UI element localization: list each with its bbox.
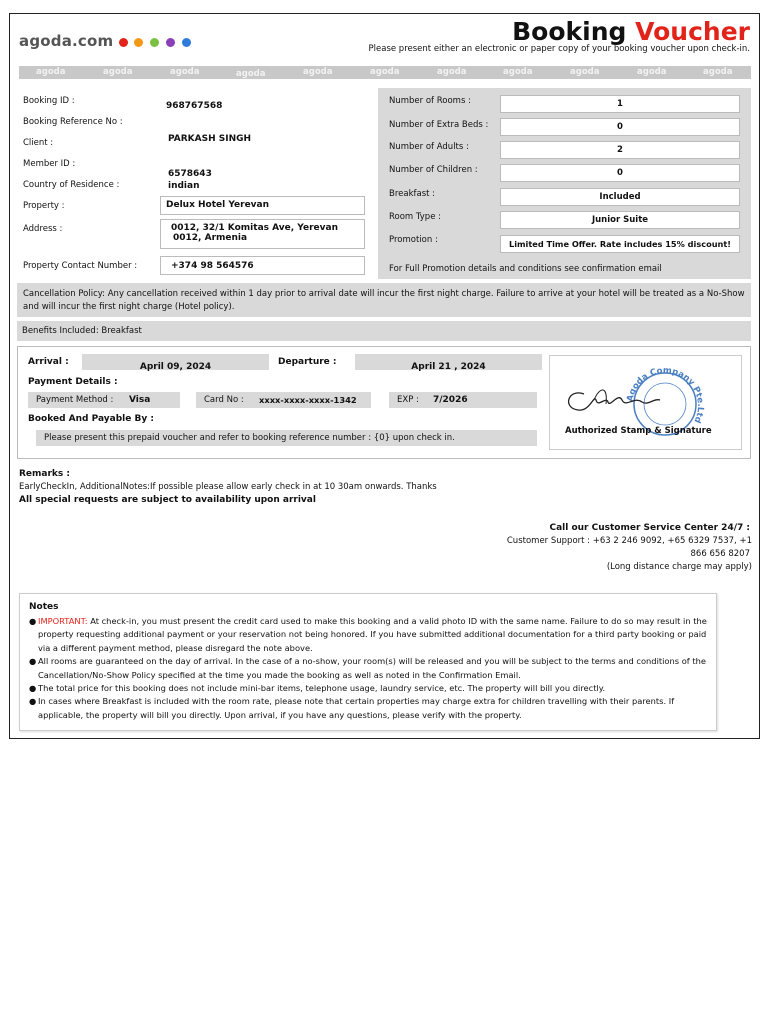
bullet-icon: ●	[29, 656, 37, 667]
stamp-caption: Authorized Stamp & Signature	[565, 426, 712, 436]
member-id-label: Member ID :	[23, 159, 76, 169]
departure-label: Departure :	[278, 357, 337, 367]
voucher-note: Please present this prepaid voucher and refer to booking reference number : {0} upon check in.	[44, 433, 455, 443]
note-text: In cases where Breakfast is included with the room rate, please note that certain properties may charge extra for children travelling with their parents. If applicable, the property will bill you directly. Upon arrival, if you have any questions, please verify with the property.	[38, 696, 675, 720]
contact-box	[160, 256, 365, 275]
booked-by-label: Booked And Payable By :	[28, 414, 154, 424]
room-type-label: Room Type :	[389, 212, 441, 222]
band-text: agoda	[437, 67, 467, 77]
benefits-text: Benefits Included: Breakfast	[22, 326, 142, 336]
contact-label: Property Contact Number :	[23, 261, 138, 271]
property-label: Property :	[23, 201, 65, 211]
breakfast-value: Included	[500, 188, 740, 206]
band-text: agoda	[103, 67, 133, 77]
country-label: Country of Residence :	[23, 180, 120, 190]
booking-ref-label: Booking Reference No :	[23, 117, 123, 127]
logo-dot-purple	[166, 38, 175, 47]
room-type-value: Junior Suite	[500, 211, 740, 229]
band-text: agoda	[303, 67, 333, 77]
band-text: agoda	[637, 67, 667, 77]
remarks-title: Remarks :	[19, 469, 70, 479]
extra-beds-label: Number of Extra Beds :	[389, 120, 489, 130]
support-line1: Customer Support : +63 2 246 9092, +65 6329 7537, +1	[506, 536, 752, 546]
remarks-line2: All special requests are subject to availability upon arrival	[19, 495, 316, 505]
band-text: agoda	[236, 69, 266, 79]
band-text: agoda	[703, 67, 733, 77]
benefits-panel	[17, 321, 751, 341]
band-text: agoda	[570, 67, 600, 77]
booking-id-label: Booking ID :	[23, 96, 75, 106]
remarks-line1: EarlyCheckIn, AdditionalNotes:If possible please allow early check in at 10 30am onwards. Thanks	[19, 482, 437, 492]
children-value: 0	[500, 164, 740, 182]
payment-method-field	[28, 392, 180, 408]
member-id-value: 6578643	[168, 169, 212, 179]
address-label: Address :	[23, 224, 63, 234]
note-item	[29, 682, 709, 695]
voucher-note-field	[36, 430, 537, 446]
card-number-field	[196, 392, 371, 408]
expiry-field	[389, 392, 537, 408]
card-number-label: Card No :	[204, 395, 244, 405]
payment-method-value: Visa	[129, 395, 151, 405]
arrival-field	[82, 354, 269, 370]
adults-value: 2	[500, 141, 740, 159]
address-line2: 0012, Armenia	[173, 233, 248, 243]
promotion-label: Promotion :	[389, 235, 438, 245]
note-text: At check-in, you must present the credit card used to make this booking and a valid photo ID with the same name. Failure to do so may result in the property requesting additional payment or your reservation not being honored. If you have submitted additional documentation for a third party booking or paid via a different payment method, please disregard the note above.	[38, 616, 707, 653]
stamp-inner-ring	[644, 383, 686, 425]
card-number-value: xxxx-xxxx-xxxx-1342	[259, 395, 357, 405]
band-text: agoda	[503, 67, 533, 77]
note-text: All rooms are guaranteed on the day of arrival. In the case of a no-show, your room(s) will be released and you will be subject to the terms and conditions of the Cancellation/No-Show Policy specified at the time you made the booking as well as noted in the Confirmation Email.	[38, 656, 706, 680]
title-booking: Booking	[512, 17, 627, 46]
property-value: Delux Hotel Yerevan	[166, 200, 270, 210]
cancellation-panel	[17, 283, 751, 317]
logo-dot-orange	[134, 38, 143, 47]
cancellation-policy: Cancellation Policy: Any cancellation received within 1 day prior to arrival date will incur the first night charge. Failure to arrive at your hotel will be treated as a No-Show and will incur the first night charge (Hotel policy).	[23, 289, 745, 312]
note-item	[29, 615, 709, 655]
important-label: IMPORTANT:	[38, 616, 88, 626]
property-box	[160, 196, 365, 215]
notes-title: Notes	[29, 602, 59, 612]
notes-panel	[19, 593, 717, 731]
agoda-logo: agoda.com	[19, 32, 114, 50]
departure-value: April 21 , 2024	[411, 362, 486, 372]
support-line2: 866 656 8207	[690, 549, 750, 559]
payment-details-label: Payment Details :	[28, 377, 118, 387]
stamp-arc-text: Agoda Company Pte.Ltd	[625, 365, 706, 425]
note-item	[29, 695, 709, 722]
note-item	[29, 655, 709, 682]
title-voucher: Voucher	[635, 17, 750, 46]
agoda-watermark-band	[19, 66, 751, 79]
notes-list	[29, 615, 709, 722]
page-subtitle: Please present either an electronic or paper copy of your booking voucher upon check-in.	[368, 44, 750, 54]
country-value: indian	[168, 181, 200, 191]
expiry-label: EXP :	[397, 395, 419, 405]
promotion-value: Limited Time Offer. Rate includes 15% discount!	[500, 235, 740, 253]
logo-dot-red	[119, 38, 128, 47]
departure-field	[355, 354, 542, 370]
rooms-label: Number of Rooms :	[389, 96, 471, 106]
children-label: Number of Children :	[389, 165, 478, 175]
band-text: agoda	[170, 67, 200, 77]
band-text: agoda	[36, 67, 66, 77]
bullet-icon: ●	[29, 683, 37, 694]
bullet-icon: ●	[29, 696, 37, 707]
rooms-value: 1	[500, 95, 740, 113]
stamp-signature-box	[549, 355, 742, 450]
signature-stroke	[569, 393, 660, 410]
address-box	[160, 219, 365, 249]
booking-id-value: 968767568	[166, 101, 223, 111]
bullet-icon: ●	[29, 616, 37, 626]
client-label: Client :	[23, 138, 54, 148]
promotion-note: For Full Promotion details and conditions see confirmation email	[389, 264, 662, 274]
support-title: Call our Customer Service Center 24/7 :	[549, 523, 750, 533]
breakfast-label: Breakfast :	[389, 189, 436, 199]
arrival-value: April 09, 2024	[139, 362, 212, 372]
band-text: agoda	[370, 67, 400, 77]
address-line1: 0012, 32/1 Komitas Ave, Yerevan	[171, 223, 338, 233]
payment-method-label: Payment Method :	[36, 395, 114, 405]
note-text: The total price for this booking does not include mini-bar items, telephone usage, laundry service, etc. The property will bill you directly.	[38, 683, 606, 694]
arrival-label: Arrival :	[28, 357, 69, 367]
page-title	[512, 17, 750, 46]
contact-value: +374 98 564576	[171, 261, 254, 271]
logo-dot-green	[150, 38, 159, 47]
adults-label: Number of Adults :	[389, 142, 469, 152]
support-line3: (Long distance charge may apply)	[606, 562, 752, 572]
client-value: PARKASH SINGH	[168, 134, 252, 144]
expiry-value: 7/2026	[433, 395, 468, 405]
logo-dot-blue	[182, 38, 191, 47]
extra-beds-value: 0	[500, 118, 740, 136]
